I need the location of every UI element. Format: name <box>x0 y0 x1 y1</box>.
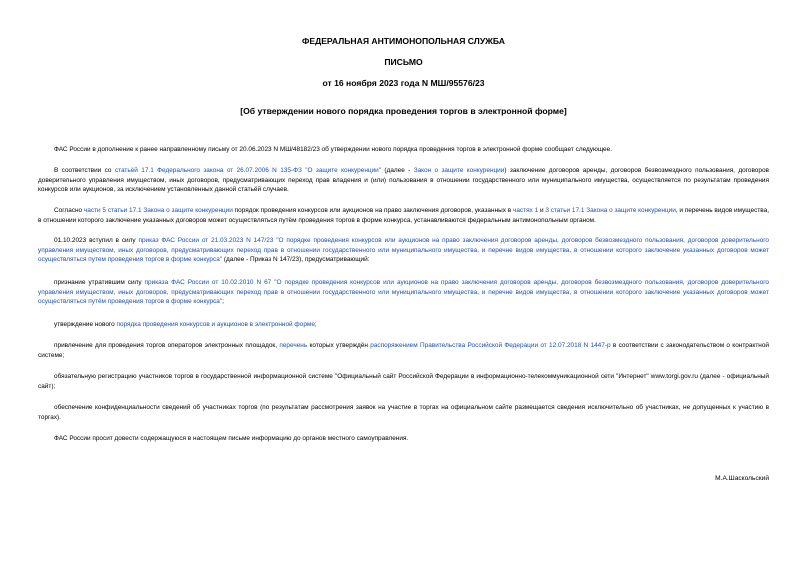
link-competition-law[interactable]: Закон о защите конкуренции <box>413 167 505 174</box>
paragraph-text: которых утверждён <box>307 342 371 349</box>
link-part-3-article-17-1[interactable]: 3 статьи 17.1 Закона о защите конкуренции <box>545 207 676 214</box>
paragraph-text: (далее - Приказ N 147/23), предусматривающий: <box>222 256 370 264</box>
link-part-5-article-17-1[interactable]: части 5 статьи 17.1 Закона о защите конкуренции <box>83 207 233 214</box>
paragraph-text: , и перечень видов имущества, в отношении которого заключение указанных договоров может осуществляться путём проведения торгов в форме конкурса, устанавливаются федеральным антимонопольным органом. <box>38 207 769 224</box>
paragraph-1: ФАС России в дополнение к ранее направленному письму от 20.06.2023 N МШ/48182/23 об утверждении нового порядка проведения торгов в электронной форме сообщает следующее. <box>54 146 612 153</box>
paragraph-text: В соответствии со <box>54 167 115 174</box>
paragraph-text: в соответствии с законодательством о контрактной системе; <box>38 342 770 359</box>
paragraph-6 <box>38 320 769 330</box>
signature: М.А.Шаскольский <box>715 475 769 482</box>
document-type: ПИСЬМО <box>384 57 423 67</box>
link-electronic-procedure[interactable]: порядка проведения конкурсов и аукционов в электронной форме <box>116 321 315 328</box>
paragraph-text: ) заключение договоров аренды, договоров безвозмездного пользования, договоров доверительного управления имуществом, иных договоров, предусматривающих переход прав владения и (или) пользования в отношении государственного или муниципального имущества, осуществляется по результатам проведения конкурсов или аукционов, за исключением установленных данной статьёй случаев. <box>38 167 769 194</box>
paragraph-4 <box>38 236 769 265</box>
paragraph-text: Согласно <box>54 207 84 214</box>
paragraph-5 <box>38 278 769 307</box>
paragraph-8: обязательную регистрацию участников торгов в государственной информационной системе "Официальный сайт Российской Федерации в информационно-телекоммуникационной сети "Интернет" www.torgi.gov.ru (далее - официальный сайт); <box>38 373 769 390</box>
paragraph-2 <box>38 166 769 195</box>
paragraph-text: признание утратившим силу <box>54 279 145 286</box>
agency-title: ФЕДЕРАЛЬНАЯ АНТИМОНОПОЛЬНАЯ СЛУЖБА <box>302 36 505 46</box>
paragraph-9: обеспечение конфиденциальности сведений об участниках торгов (по результатам рассмотрения заявок на участие в торгах на официальном сайте размещается сведения исключительно об участниках, не допущенных к участию в торгах). <box>38 404 769 421</box>
link-order-147-23[interactable]: приказ ФАС России от 21.03.2023 N 147/23 "О порядке проведения конкурсов или аукционов на право заключения договоров аренды, договоров безвозмездного пользования, договоров доверительного управления имуществом, иных договоров, предусматривающих переход прав в отношении государственного или муниципального имущества, и перечне видов имущества, в отношении которого заключение указанных договоров может осуществляться путем проведения торгов в форме конкурса" <box>38 237 769 264</box>
link-part-1[interactable]: частях 1 <box>512 207 539 214</box>
link-order-67[interactable]: приказа ФАС России от 10.02.2010 N 67 "О порядке проведения конкурсов или аукционов на право заключения договоров аренды, договоров безвозмездного пользования, договоров доверительного управления имуществом, иных договоров, предусматривающих переход прав в отношении государственного или муниципального имущества, и перечне видов имущества, в отношении которого заключение указанных договоров может осуществляться путём проведения торгов в форме конкурса" <box>38 279 769 306</box>
link-government-order-1447[interactable]: распоряжением Правительства Российской Федерации от 12.07.2018 N 1447-р <box>370 342 611 349</box>
paragraph-text: порядок проведения конкурсов или аукционов на право заключения договоров, указанных в <box>232 207 513 214</box>
link-article-17-1[interactable]: статьёй 17.1 Федерального закона от 26.07.2006 N 135-ФЗ "О защите конкуренции" <box>114 167 382 174</box>
paragraph-7 <box>38 341 769 360</box>
paragraph-text: и <box>538 207 546 214</box>
paragraph-text: ; <box>314 321 317 328</box>
paragraph-3 <box>38 206 769 225</box>
paragraph-text: утверждение нового <box>54 321 117 328</box>
document-subject: [Об утверждении нового порядка проведения торгов в электронной форме] <box>240 106 567 116</box>
paragraph-10: ФАС России просит довести содержащуюся в настоящем письме информацию до органов местного самоуправления. <box>54 435 409 442</box>
link-operators-list[interactable]: перечень <box>279 342 308 349</box>
paragraph-text: привлечение для проведения торгов операторов электронных площадок, <box>54 342 280 349</box>
paragraph-text: ; <box>222 298 224 306</box>
document-date-number: от 16 ноября 2023 года N МШ/95576/23 <box>322 78 485 88</box>
paragraph-text: (далее - <box>381 167 414 174</box>
paragraph-text: 01.10.2023 вступил в силу <box>54 237 139 244</box>
